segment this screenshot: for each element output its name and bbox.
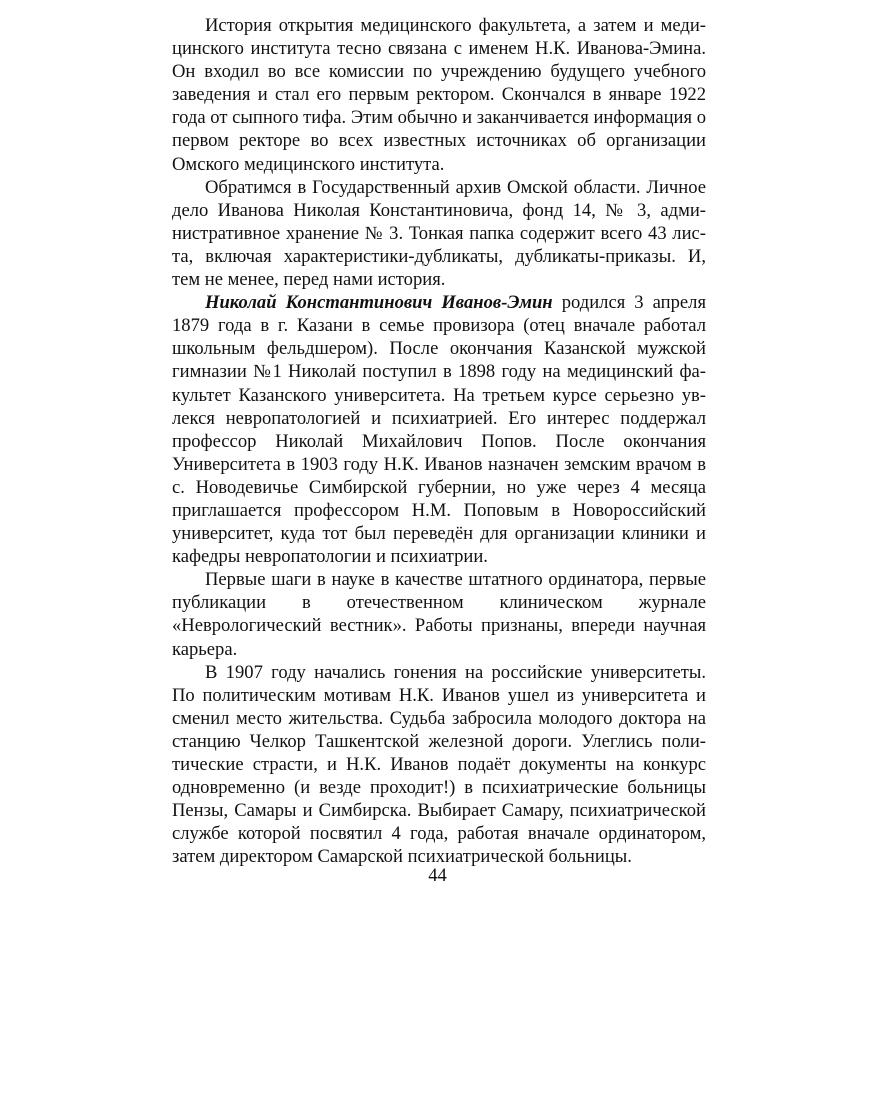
page-body: [172, 14, 706, 868]
page-number: 44: [428, 865, 447, 886]
person-name-lead: Николай Константинович Иванов-Эмин: [205, 292, 553, 314]
paragraph-3: [172, 291, 706, 568]
paragraph-1: История открытия медицинского факультета, а затем и медицинского института тесно связана с именем Н.К. Иванова-Эмина. Он входил во все комиссии по учреждению будущего учебного заведения и стал его первым ректором. Скончался в январе 1922 года от сыпного тифа. Этим обычно и заканчивается информация о первом ректоре во всех известных источниках об организации Омского медицинского института.: [172, 15, 706, 175]
paragraph-2: Обратимся в Государственный архив Омской области. Личное дело Иванова Николая Константиновича, фонд 14, № 3, административное хранение № 3. Тонкая папка содержит всего 43 листа, включая характеристики-дубликаты, дубликаты-приказы. И, тем не менее, перед нами история.: [172, 176, 706, 291]
paragraph-4: Первые шаги в науке в качестве штатного ординатора, первые публикации в отечественном клиническом журнале «Неврологический вестник». Работы признаны, впереди научная карьера.: [172, 569, 706, 660]
paragraph-5: В 1907 году начались гонения на российские университеты. По политическим мотивам Н.К. Иванов ушел из университета и сменил место жительства. Судьба забросила молодого доктора на станцию Челкор Ташкентской железной дороги. Улеглись политические страсти, и Н.К. Иванов подаёт документы на конкурс одновременно (и везде проходит!) в психиатрические больницы Пензы, Самары и Симбирска. Выбирает Самару, психиатрической службе которой посвятил 4 года, работая вначале ординатором, затем директором Самарской психиатрической больницы.: [172, 661, 706, 868]
paragraph-3-text: родился 3 апреля 1879 года в г. Казани в семье провизора (отец вначале работал школьным фельдшером). После окончания Казанской мужской гимназии №1 Николай поступил в 1898 году на медицинский факультет Казанского университета. На третьем курсе серьезно увлекся невропатологией и психиатрией. Его интерес поддержал профессор Николай Михайлович Попов. После окончания Университета в 1903 году Н.К. Иванов назначен земским врачом в с. Новодевичье Симбирской губернии, но уже через 4 месяца приглашается профессором Н.М. Поповым в Новороссийский университет, куда тот был переведён для организации клиники и кафедры невропатологии и психиатрии.: [172, 292, 706, 568]
